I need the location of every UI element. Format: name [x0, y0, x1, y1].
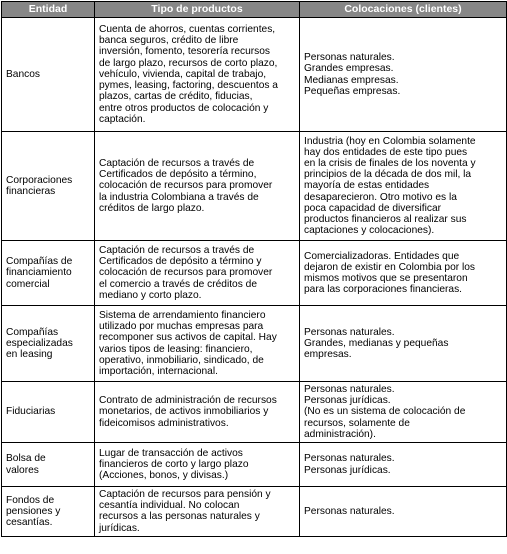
header-colocaciones: Colocaciones (clientes) — [300, 2, 507, 18]
table-row — [2, 306, 507, 382]
cell-placements — [300, 443, 507, 487]
cell-text-line: (Acciones, bonos, y divisas.) — [99, 470, 229, 482]
cell-text-line: importación, internacional. — [99, 365, 218, 377]
cell-text-line: mayoría de estas entidades — [304, 180, 430, 192]
cell-entity — [2, 487, 95, 537]
cell-placements — [300, 306, 507, 382]
cell-text-line: el comercio a través de créditos de — [99, 278, 257, 290]
cell-products — [95, 382, 300, 443]
cell-text-line: inversión, fomento, tesorería recursos — [99, 46, 270, 58]
cell-text-line: Personas naturales. — [304, 505, 395, 517]
table-row — [2, 487, 507, 537]
cell-text-line: recursos a las personas naturales y — [99, 511, 260, 523]
cell-products — [95, 306, 300, 382]
cell-text-line: valores — [6, 464, 39, 476]
cell-text-line: empresas. — [304, 349, 352, 361]
cell-text-line: pensiones y — [6, 505, 61, 517]
cell-text-line: financieros de corto y largo plazo — [99, 458, 249, 470]
cell-text-line: Certificados de depósito a término y — [99, 256, 262, 268]
cell-text-line: Sistema de arrendamiento financiero — [99, 309, 266, 321]
cell-text-line: operativo, inmobiliario, sindicado, de — [99, 354, 264, 366]
cell-entity — [2, 382, 95, 443]
cell-text-line: Certificados de depósito a término, — [99, 169, 257, 181]
cell-text-line: financieras — [6, 186, 56, 197]
cell-text-line: Grandes, medianas y pequeñas — [304, 337, 449, 349]
cell-text-line: captación. — [99, 113, 146, 125]
cell-products — [95, 487, 300, 537]
cell-text-line: mediano y corto plazo. — [99, 289, 202, 301]
cell-text-line: cesantía individual. No colocan — [99, 500, 240, 512]
cell-text-line: Captación de recursos a través de — [99, 244, 255, 256]
cell-text-line: especializadas — [6, 337, 73, 349]
cell-placements — [300, 241, 507, 306]
cell-text-line: principios de la década de dos mil, la — [304, 169, 472, 181]
cell-text-line: Bancos — [6, 68, 40, 80]
cell-placements — [300, 18, 507, 132]
table-row — [2, 241, 507, 306]
cell-text-line: de largo plazo, recursos de corto plazo, — [99, 57, 278, 69]
cell-text-line: monetarios, de activos inmobiliarios y — [99, 406, 269, 418]
cell-entity — [2, 306, 95, 382]
cell-text-line: la industria Colombiana a través de — [99, 191, 259, 203]
cell-products — [95, 18, 300, 132]
cell-text-line: Corporaciones — [6, 174, 73, 186]
cell-text-line: fideicomisos administrativos. — [99, 417, 229, 429]
cell-text-line: administración). — [304, 428, 376, 440]
cell-text-line: pymes, leasing, factoring, descuentos a — [99, 80, 278, 92]
cell-placements — [300, 132, 507, 241]
cell-text-line: Compañías — [6, 326, 59, 338]
financial-entities-table — [1, 1, 507, 537]
cell-text-line: Personas naturales. — [304, 384, 395, 395]
cell-entity — [2, 132, 95, 241]
cell-text-line: utilizado por muchas empresas para — [99, 321, 264, 333]
cell-text-line: entre otros productos de colocación y — [99, 102, 269, 114]
cell-text-line: Comercializadoras. Entidades que — [304, 250, 460, 262]
cell-placements — [300, 487, 507, 537]
cell-text-line: cesantías. — [6, 517, 53, 529]
cell-placements — [300, 382, 507, 443]
cell-products — [95, 241, 300, 306]
header-entidad: Entidad — [2, 2, 95, 18]
cell-text-line: recomponer sus activos de capital. Hay — [99, 332, 277, 344]
cell-text-line: Personas jurídicas. — [304, 464, 391, 476]
cell-text-line: hay dos entidades de este tipo pues — [304, 146, 468, 158]
cell-text-line: Cuenta de ahorros, cuentas corrientes, — [99, 24, 276, 36]
cell-text-line: poca capacidad de diversificar — [304, 202, 442, 214]
cell-text-line: comercial — [6, 278, 50, 290]
cell-text-line: créditos de largo plazo. — [99, 202, 205, 214]
cell-text-line: Personas jurídicas. — [304, 395, 391, 407]
cell-text-line: productos financieros al realizar sus — [304, 214, 467, 225]
cell-text-line: recursos, solamente de — [304, 417, 410, 429]
table-row — [2, 132, 507, 241]
cell-text-line: Bolsa de — [6, 453, 46, 465]
cell-products — [95, 132, 300, 241]
cell-text-line: en leasing — [6, 349, 53, 361]
cell-products — [95, 443, 300, 487]
cell-text-line: dejaron de existir en Colombia por los — [304, 261, 476, 273]
header-tipo-de-productos: Tipo de productos — [95, 2, 300, 18]
cell-text-line: colocación de recursos para promover — [99, 180, 273, 192]
table-row — [2, 18, 507, 132]
cell-text-line: para las corporaciones financieras. — [304, 284, 462, 296]
cell-text-line: Personas naturales. — [304, 453, 395, 465]
cell-text-line: en la crisis de finales de los noventa y — [304, 157, 476, 169]
cell-text-line: Personas naturales. — [304, 52, 395, 64]
cell-text-line: jurídicas. — [99, 522, 140, 534]
cell-text-line: Contrato de administración de recursos — [99, 395, 277, 407]
cell-text-line: Fiduciarias — [6, 406, 56, 418]
cell-text-line: Medianas empresas. — [304, 74, 399, 86]
cell-entity — [2, 241, 95, 306]
cell-text-line: Lugar de transacción de activos — [99, 447, 243, 459]
cell-text-line: Personas naturales. — [304, 326, 395, 338]
cell-text-line: banca seguros, crédito de libre — [99, 35, 239, 47]
cell-entity — [2, 18, 95, 132]
cell-text-line: Grandes empresas. — [304, 63, 394, 75]
cell-text-line: (No es un sistema de colocación de — [304, 406, 466, 418]
cell-text-line: Compañías de — [6, 256, 73, 268]
cell-text-line: desaparecieron. Otro motivo es la — [304, 191, 457, 203]
table-row — [2, 382, 507, 443]
cell-text-line: Captación de recursos para pensión y — [99, 489, 271, 501]
cell-text-line: Fondos de — [6, 494, 55, 506]
table-row — [2, 443, 507, 487]
cell-text-line: vehículo, vivienda, capital de trabajo, — [99, 68, 267, 80]
cell-text-line: Pequeñas empresas. — [304, 85, 401, 97]
cell-entity — [2, 443, 95, 487]
table-header-row — [2, 2, 507, 18]
cell-text-line: captaciones y colocaciones). — [304, 225, 435, 237]
cell-text-line: colocación de recursos para promover — [99, 267, 273, 279]
cell-text-line: mismos motivos que se presentaron — [304, 273, 468, 284]
cell-text-line: varios tipos de leasing: financiero, — [99, 343, 253, 355]
cell-text-line: financiamiento — [6, 267, 72, 279]
cell-text-line: plazos, cartas de crédito, fiducias, — [99, 91, 253, 103]
cell-text-line: Captación de recursos a través de — [99, 157, 255, 169]
cell-text-line: Industria (hoy en Colombia solamente — [304, 135, 476, 147]
